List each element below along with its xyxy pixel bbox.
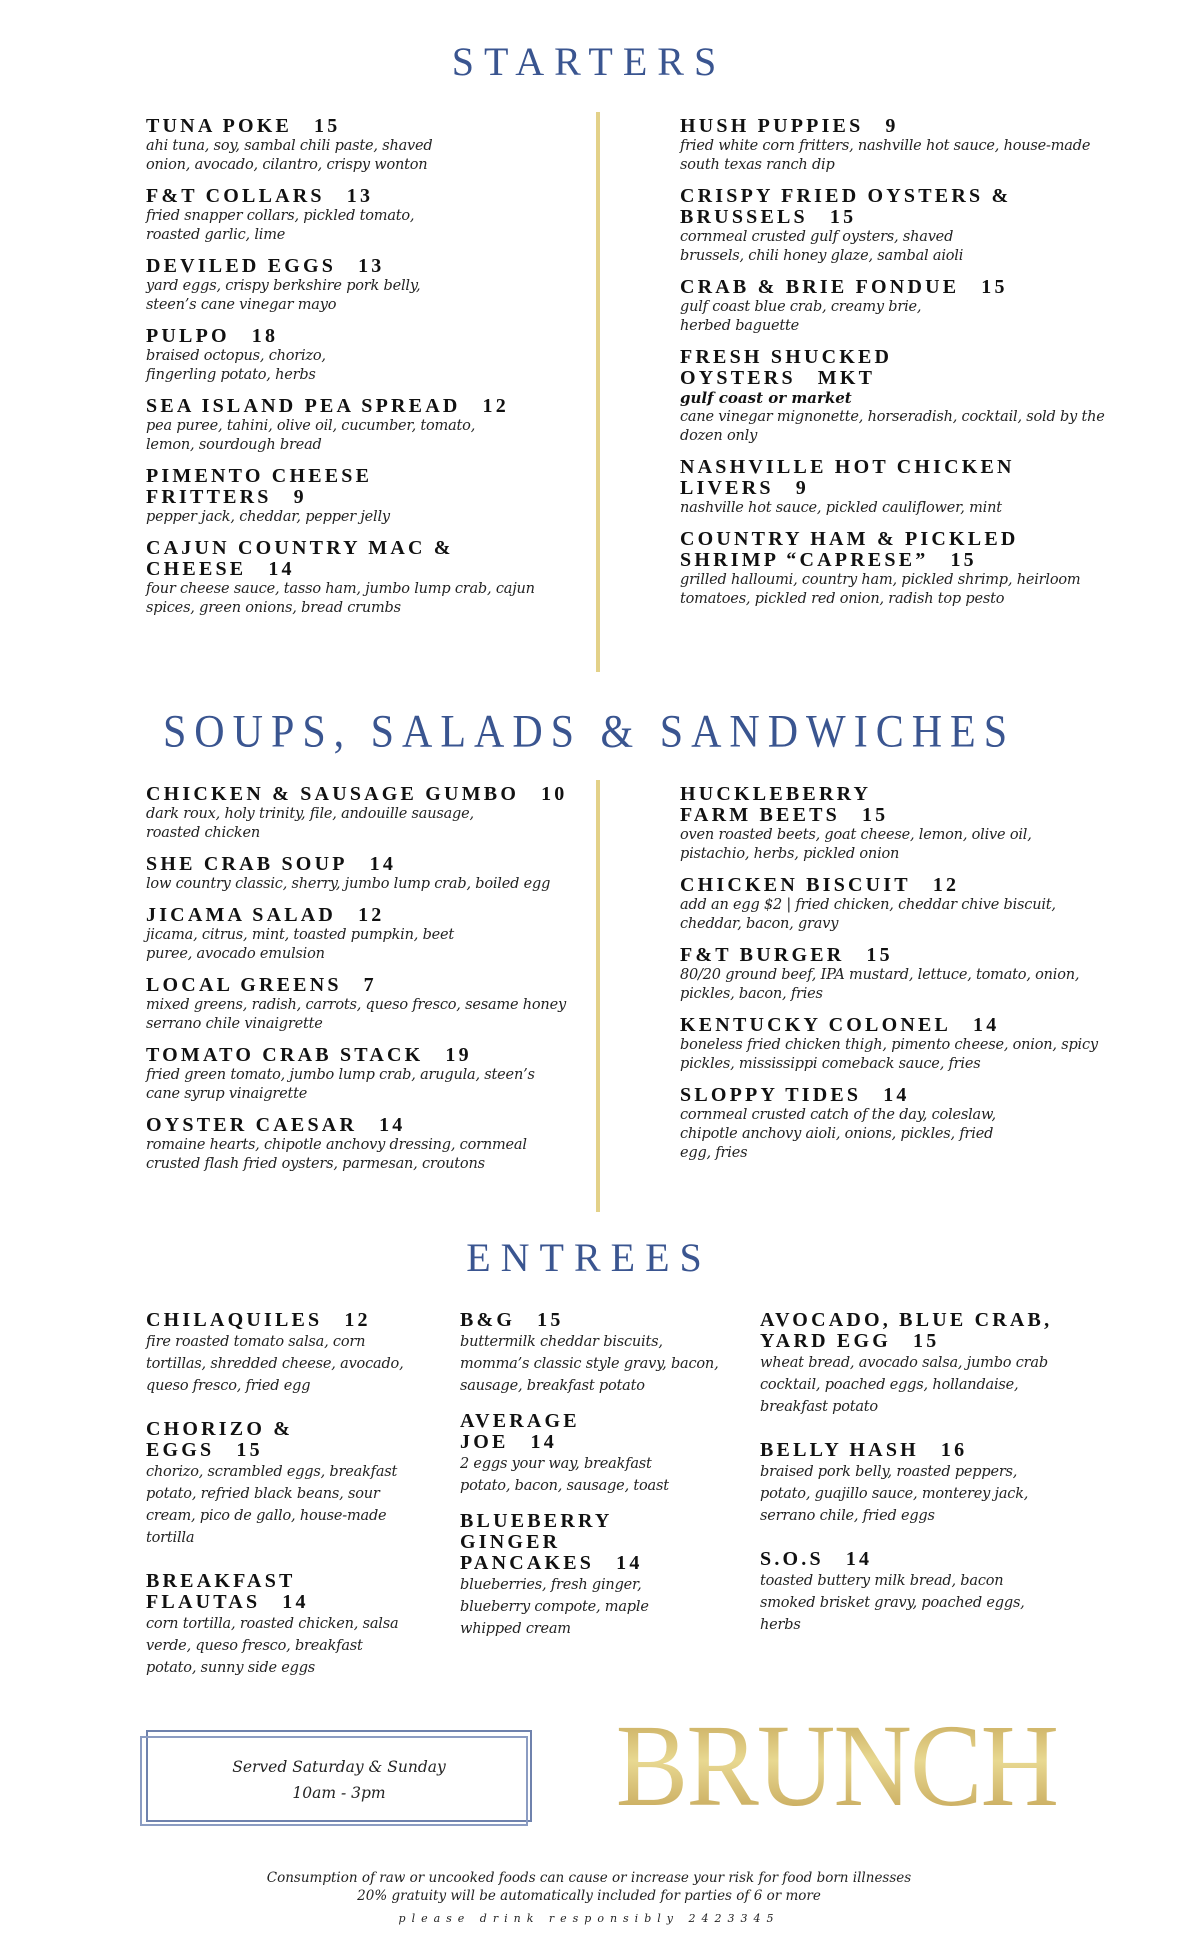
menu-item: CHICKEN & SAUSAGE GUMBO 10 dark roux, holy trinity, file, andouille sausage, roasted chicken bbox=[146, 783, 568, 841]
footer-gratuity-notice: 20% gratuity will be automatically included for parties of 6 or more bbox=[357, 1888, 821, 1904]
menu-item: SLOPPY TIDES 14 cornmeal crusted catch of the day, coleslaw, chipotle anchovy aioli, onions, pickles, fried egg, fries bbox=[680, 1084, 996, 1161]
starters-right-column bbox=[680, 116, 1140, 620]
menu-item: BREAKFAST FLAUTAS 14 corn tortilla, roasted chicken, salsa verde, queso fresco, breakfast potato, sunny side eggs bbox=[146, 1570, 399, 1676]
menu-item: FRESH SHUCKED OYSTERS MKT gulf coast or market cane vinegar mignonette, horseradish, cocktail, sold by the dozen only bbox=[680, 346, 1105, 444]
menu-item: CRISPY FRIED OYSTERS & BRUSSELS 15 cornmeal crusted gulf oysters, shaved brussels, chili honey glaze, sambal aioli bbox=[680, 185, 1012, 264]
section-title-starters: STARTERS bbox=[451, 39, 727, 84]
menu-item: CHICKEN BISCUIT 12 add an egg $2 | fried chicken, cheddar chive biscuit, cheddar, bacon, gravy bbox=[680, 874, 1056, 932]
menu-item: F&T BURGER 15 80/20 ground beef, IPA mustard, lettuce, tomato, onion, pickles, bacon, fries bbox=[680, 944, 1080, 1002]
footer-drink-responsibly: please drink responsibly 2423345 bbox=[398, 1912, 780, 1925]
menu-item: F&T COLLARS 13 fried snapper collars, pickled tomato, roasted garlic, lime bbox=[146, 185, 415, 243]
menu-item: CRAB & BRIE FONDUE 15 gulf coast blue crab, creamy brie, herbed baguette bbox=[680, 276, 1008, 334]
menu-item: BLUEBERRY GINGER PANCAKES 14 blueberries, fresh ginger, blueberry compote, maple whipped cream bbox=[460, 1510, 649, 1637]
entrees-column-2 bbox=[460, 1310, 750, 1662]
service-days: Served Saturday & Sunday bbox=[232, 1758, 446, 1776]
menu-item: HUSH PUPPIES 9 fried white corn fritters, nashville hot sauce, house-made south texas ranch dip bbox=[680, 115, 1091, 173]
menu-item: CHORIZO & EGGS 15 chorizo, scrambled eggs, breakfast potato, refried black beans, sour cream, pico de gallo, house-made tortilla bbox=[146, 1418, 398, 1546]
menu-item: B&G 15 buttermilk cheddar biscuits, momma’s classic style gravy, bacon, sausage, breakfast potato bbox=[460, 1309, 719, 1394]
brunch-wordmark: BRUNCH bbox=[612, 1716, 1061, 1816]
soups-right-column bbox=[680, 784, 1140, 1174]
menu-item: TOMATO CRAB STACK 19 fried green tomato, jumbo lump crab, arugula, steen’s cane syrup vinaigrette bbox=[146, 1044, 535, 1102]
section-title-entrees: ENTREES bbox=[466, 1235, 712, 1280]
menu-item: COUNTRY HAM & PICKLED SHRIMP “CAPRESE” 15 grilled halloumi, country ham, pickled shrimp, heirloom tomatoes, pickled red onion, radish top pesto bbox=[680, 528, 1081, 607]
menu-item: TUNA POKE 15 ahi tuna, soy, sambal chili paste, shaved onion, avocado, cilantro, crispy wonton bbox=[146, 115, 433, 173]
menu-item: BELLY HASH 16 braised pork belly, roasted peppers, potato, guajillo sauce, monterey jack, serrano chile, fried eggs bbox=[760, 1439, 1029, 1524]
starters-left-column bbox=[146, 116, 576, 629]
menu-item: AVERAGE JOE 14 2 eggs your way, breakfast potato, bacon, sausage, toast bbox=[460, 1410, 669, 1494]
menu-item: SHE CRAB SOUP 14 low country classic, sherry, jumbo lump crab, boiled egg bbox=[146, 853, 551, 892]
menu-item: KENTUCKY COLONEL 14 boneless fried chicken thigh, pimento cheese, onion, spicy pickles, mississippi comeback sauce, fries bbox=[680, 1014, 1098, 1072]
entrees-column-3 bbox=[760, 1310, 1100, 1658]
entrees-column-1 bbox=[146, 1310, 446, 1701]
service-times: 10am - 3pm bbox=[292, 1784, 386, 1802]
menu-item: AVOCADO, BLUE CRAB, YARD EGG 15 wheat bread, avocado salsa, jumbo crab cocktail, poached eggs, hollandaise, breakfast potato bbox=[760, 1309, 1053, 1415]
menu-item: PULPO 18 braised octopus, chorizo, fingerling potato, herbs bbox=[146, 325, 326, 383]
menu-item: OYSTER CAESAR 14 romaine hearts, chipotle anchovy dressing, cornmeal crusted flash fried oysters, parmesan, croutons bbox=[146, 1114, 527, 1172]
menu-item: NASHVILLE HOT CHICKEN LIVERS 9 nashville hot sauce, pickled cauliflower, mint bbox=[680, 456, 1015, 516]
menu-item: CAJUN COUNTRY MAC & CHEESE 14 four cheese sauce, tasso ham, jumbo lump crab, cajun spices, green onions, bread crumbs bbox=[146, 537, 535, 616]
menu-item: S.O.S 14 toasted buttery milk bread, bacon smoked brisket gravy, poached eggs, herbs bbox=[760, 1548, 1025, 1633]
menu-item: CHILAQUILES 12 fire roasted tomato salsa, corn tortillas, shredded cheese, avocado, queso fresco, fried egg bbox=[146, 1309, 404, 1394]
service-hours-box bbox=[146, 1730, 532, 1822]
starters-divider bbox=[596, 112, 600, 672]
menu-item: SEA ISLAND PEA SPREAD 12 pea puree, tahini, olive oil, cucumber, tomato, lemon, sourdough bread bbox=[146, 395, 509, 453]
footer-health-warning: Consumption of raw or uncooked foods can cause or increase your risk for food born illnesses bbox=[266, 1870, 912, 1886]
section-title-soups-salads-sandwiches: SOUPS, SALADS & SANDWICHES bbox=[162, 706, 1016, 758]
soups-left-column bbox=[146, 784, 576, 1185]
menu-item: HUCKLEBERRY FARM BEETS 15 oven roasted beets, goat cheese, lemon, olive oil, pistachio, herbs, pickled onion bbox=[680, 783, 1032, 862]
menu-item: DEVILED EGGS 13 yard eggs, crispy berkshire pork belly, steen’s cane vinegar mayo bbox=[146, 255, 421, 313]
menu-item: PIMENTO CHEESE FRITTERS 9 pepper jack, cheddar, pepper jelly bbox=[146, 465, 390, 525]
menu-item: JICAMA SALAD 12 jicama, citrus, mint, toasted pumpkin, beet puree, avocado emulsion bbox=[146, 904, 455, 962]
menu-item: LOCAL GREENS 7 mixed greens, radish, carrots, queso fresco, sesame honey serrano chile vinaigrette bbox=[146, 974, 566, 1032]
soups-divider bbox=[596, 780, 600, 1212]
